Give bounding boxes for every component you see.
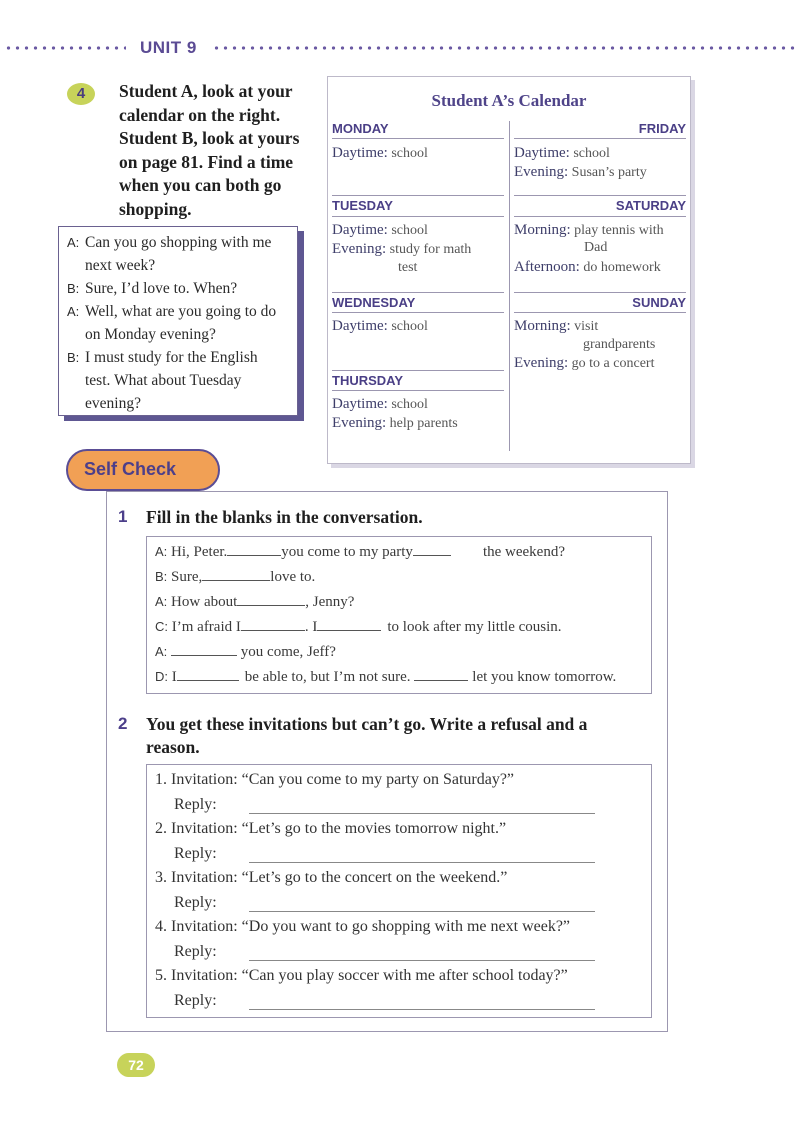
day-thursday: THURSDAY — [332, 373, 404, 388]
entry-text-continued: Dad — [584, 240, 608, 255]
entry-label: Morning: — [514, 318, 571, 334]
blank-field[interactable] — [171, 643, 237, 656]
entry-label: Afternoon: — [514, 259, 580, 275]
line-text: How about — [171, 594, 238, 610]
blank-field[interactable] — [227, 543, 281, 556]
calendar-entry — [332, 414, 458, 434]
line-text: . I — [304, 619, 318, 635]
reply-answer-line[interactable] — [249, 960, 595, 961]
conversation-line — [155, 593, 354, 611]
speaker-label: A: — [67, 235, 80, 250]
item-number: 5. — [155, 967, 167, 984]
day-rule — [514, 216, 686, 217]
invitation-text: Invitation: “Can you play soccer with me after school today?” — [171, 967, 568, 984]
invitation-item — [155, 967, 568, 985]
student-a-calendar — [327, 76, 691, 464]
invitation-text: Invitation: “Do you want to go shopping with me next week?” — [171, 918, 571, 935]
day-rule — [514, 195, 686, 196]
day-rule — [332, 312, 504, 313]
page-number: 72 — [117, 1053, 155, 1077]
line-text: you come, Jeff? — [240, 644, 336, 660]
calendar-column-divider — [509, 121, 510, 451]
dialog-text: I must study for the English — [85, 349, 258, 366]
dialog-text: on Monday evening? — [85, 326, 216, 343]
day-rule — [332, 292, 504, 293]
line-text: Sure, — [171, 569, 203, 585]
line-text: I — [171, 669, 177, 685]
entry-text-continued: test — [398, 260, 418, 275]
dialog-line — [67, 300, 276, 323]
reply-label: Reply: — [174, 992, 217, 1009]
day-saturday: SATURDAY — [615, 198, 686, 213]
self-check-badge — [66, 449, 220, 491]
item-number: 3. — [155, 869, 167, 886]
calendar-title: Student A’s Calendar — [431, 91, 587, 110]
blank-field[interactable] — [177, 668, 239, 681]
day-rule — [332, 138, 504, 139]
entry-label: Daytime: — [332, 396, 388, 412]
conversation-line — [155, 668, 616, 686]
question-number: 2 — [118, 714, 128, 733]
entry-label: Evening: — [332, 241, 387, 257]
day-rule — [332, 216, 504, 217]
speaker-label: B: — [67, 281, 80, 296]
instruction-line: calendar on the right. — [119, 104, 281, 125]
question-1-prompt: Fill in the blanks in the conversation. — [146, 507, 423, 527]
calendar-entry — [332, 144, 428, 164]
entry-text: study for math — [389, 242, 472, 257]
line-text: be able to, but I’m not sure. — [244, 669, 411, 685]
entry-text: visit — [574, 319, 599, 334]
question-number: 1 — [118, 507, 128, 526]
line-text: , Jenny? — [305, 594, 355, 610]
calendar-entry — [514, 354, 654, 374]
question-2-prompt — [146, 713, 587, 759]
invitation-text: Invitation: “Let’s go to the movies tomorrow night.” — [171, 820, 507, 837]
entry-label: Daytime: — [332, 318, 388, 334]
dotted-rule-left — [4, 46, 126, 50]
sample-dialog-box — [58, 226, 298, 416]
dotted-rule-right — [212, 46, 796, 50]
line-text: I’m afraid I — [171, 619, 241, 635]
dialog-text: next week? — [85, 257, 156, 274]
instruction-line: Student A, look at your — [119, 81, 293, 101]
calendar-entry — [332, 395, 428, 415]
entry-label: Evening: — [332, 415, 387, 431]
entry-text: Susan’s party — [571, 165, 647, 180]
line-text: Hi, Peter. — [171, 544, 228, 560]
day-rule — [332, 390, 504, 391]
invitation-item — [155, 918, 570, 936]
blank-field[interactable] — [202, 568, 270, 581]
reply-label: Reply: — [174, 845, 217, 862]
calendar-entry — [332, 317, 428, 337]
reply-answer-line[interactable] — [249, 862, 595, 863]
dialog-text: evening? — [85, 395, 141, 412]
self-check-title: Self Check — [84, 459, 177, 479]
dialog-text: Sure, I’d love to. When? — [85, 280, 238, 297]
calendar-entry — [514, 317, 598, 337]
day-tuesday: TUESDAY — [332, 198, 393, 213]
blank-field[interactable] — [237, 593, 305, 606]
reply-label: Reply: — [174, 796, 217, 813]
line-text: let you know tomorrow. — [472, 669, 617, 685]
blank-field[interactable] — [414, 668, 468, 681]
entry-text: school — [391, 223, 428, 238]
blank-field[interactable] — [413, 543, 451, 556]
speaker-label: D: — [155, 669, 168, 684]
calendar-entry — [514, 258, 661, 278]
fill-in-conversation-box — [146, 536, 652, 694]
entry-text: school — [391, 397, 428, 412]
line-text: love to. — [270, 569, 316, 585]
line-text: the weekend? — [482, 544, 565, 560]
exercise-number-badge: 4 — [67, 83, 95, 105]
conversation-line — [155, 543, 565, 561]
instruction-line: on page 81. Find a time — [119, 151, 294, 172]
calendar-entry — [332, 240, 471, 260]
unit-title: UNIT 9 — [140, 38, 197, 57]
dialog-line — [67, 231, 271, 254]
conversation-line — [155, 618, 562, 636]
entry-text-continued: grandparents — [583, 337, 656, 352]
speaker-label: B: — [155, 569, 168, 584]
instruction-line: shopping. — [119, 198, 192, 219]
invitation-text: Invitation: “Can you come to my party on Saturday?” — [171, 771, 515, 788]
entry-text: school — [573, 146, 610, 161]
reply-label: Reply: — [174, 894, 217, 911]
line-text: to look after my little cousin. — [387, 619, 562, 635]
reply-answer-line[interactable] — [249, 1009, 595, 1010]
entry-label: Evening: — [514, 355, 569, 371]
prompt-line: reason. — [146, 737, 200, 757]
exercise-4-instructions — [119, 80, 319, 221]
speaker-label: B: — [67, 350, 80, 365]
dialog-text: Well, what are you going to do — [85, 303, 277, 320]
day-wednesday: WEDNESDAY — [332, 295, 416, 310]
entry-text: do homework — [583, 260, 661, 275]
reply-answer-line[interactable] — [249, 911, 595, 912]
day-sunday: SUNDAY — [632, 295, 686, 310]
invitations-box — [146, 764, 652, 1018]
day-friday: FRIDAY — [638, 121, 686, 136]
dialog-text: Can you go shopping with me — [85, 234, 272, 251]
invitation-item — [155, 820, 506, 838]
day-rule — [332, 195, 504, 196]
calendar-entry — [332, 221, 428, 241]
speaker-label: A: — [155, 594, 168, 609]
invitation-item — [155, 771, 514, 789]
reply-label: Reply: — [174, 943, 217, 960]
entry-text: school — [391, 146, 428, 161]
invitation-text: Invitation: “Let’s go to the concert on the weekend.” — [171, 869, 508, 886]
dialog-line — [67, 277, 237, 300]
entry-label: Daytime: — [332, 145, 388, 161]
item-number: 1. — [155, 771, 167, 788]
entry-text: go to a concert — [571, 356, 655, 371]
day-monday: MONDAY — [332, 121, 389, 136]
entry-text: school — [391, 319, 428, 334]
entry-text: help parents — [389, 416, 458, 431]
day-rule — [514, 138, 686, 139]
prompt-line: You get these invitations but can’t go. Write a refusal and a — [146, 714, 588, 734]
item-number: 2. — [155, 820, 167, 837]
conversation-line — [155, 568, 315, 586]
day-rule — [332, 370, 504, 371]
conversation-line — [155, 643, 336, 661]
reply-answer-line[interactable] — [249, 813, 595, 814]
entry-label: Morning: — [514, 222, 571, 238]
entry-label: Daytime: — [514, 145, 570, 161]
blank-field[interactable] — [317, 618, 381, 631]
instruction-line: Student B, look at yours — [119, 128, 300, 148]
blank-field[interactable] — [241, 618, 305, 631]
calendar-entry — [514, 163, 647, 183]
item-number: 4. — [155, 918, 167, 935]
calendar-entry — [514, 144, 610, 164]
entry-label: Daytime: — [332, 222, 388, 238]
day-rule — [514, 292, 686, 293]
day-rule — [514, 312, 686, 313]
speaker-label: A: — [155, 644, 168, 659]
entry-label: Evening: — [514, 164, 569, 180]
speaker-label: C: — [155, 619, 168, 634]
unit-header — [0, 38, 800, 58]
line-text: you come to my party — [281, 544, 413, 560]
speaker-label: A: — [155, 544, 168, 559]
instruction-line: when you can both go — [119, 175, 282, 195]
calendar-entry — [514, 221, 664, 241]
dialog-text: test. What about Tuesday — [85, 372, 242, 389]
invitation-item — [155, 869, 507, 887]
entry-text: play tennis with — [574, 223, 664, 238]
dialog-line — [67, 346, 258, 369]
speaker-label: A: — [67, 304, 80, 319]
